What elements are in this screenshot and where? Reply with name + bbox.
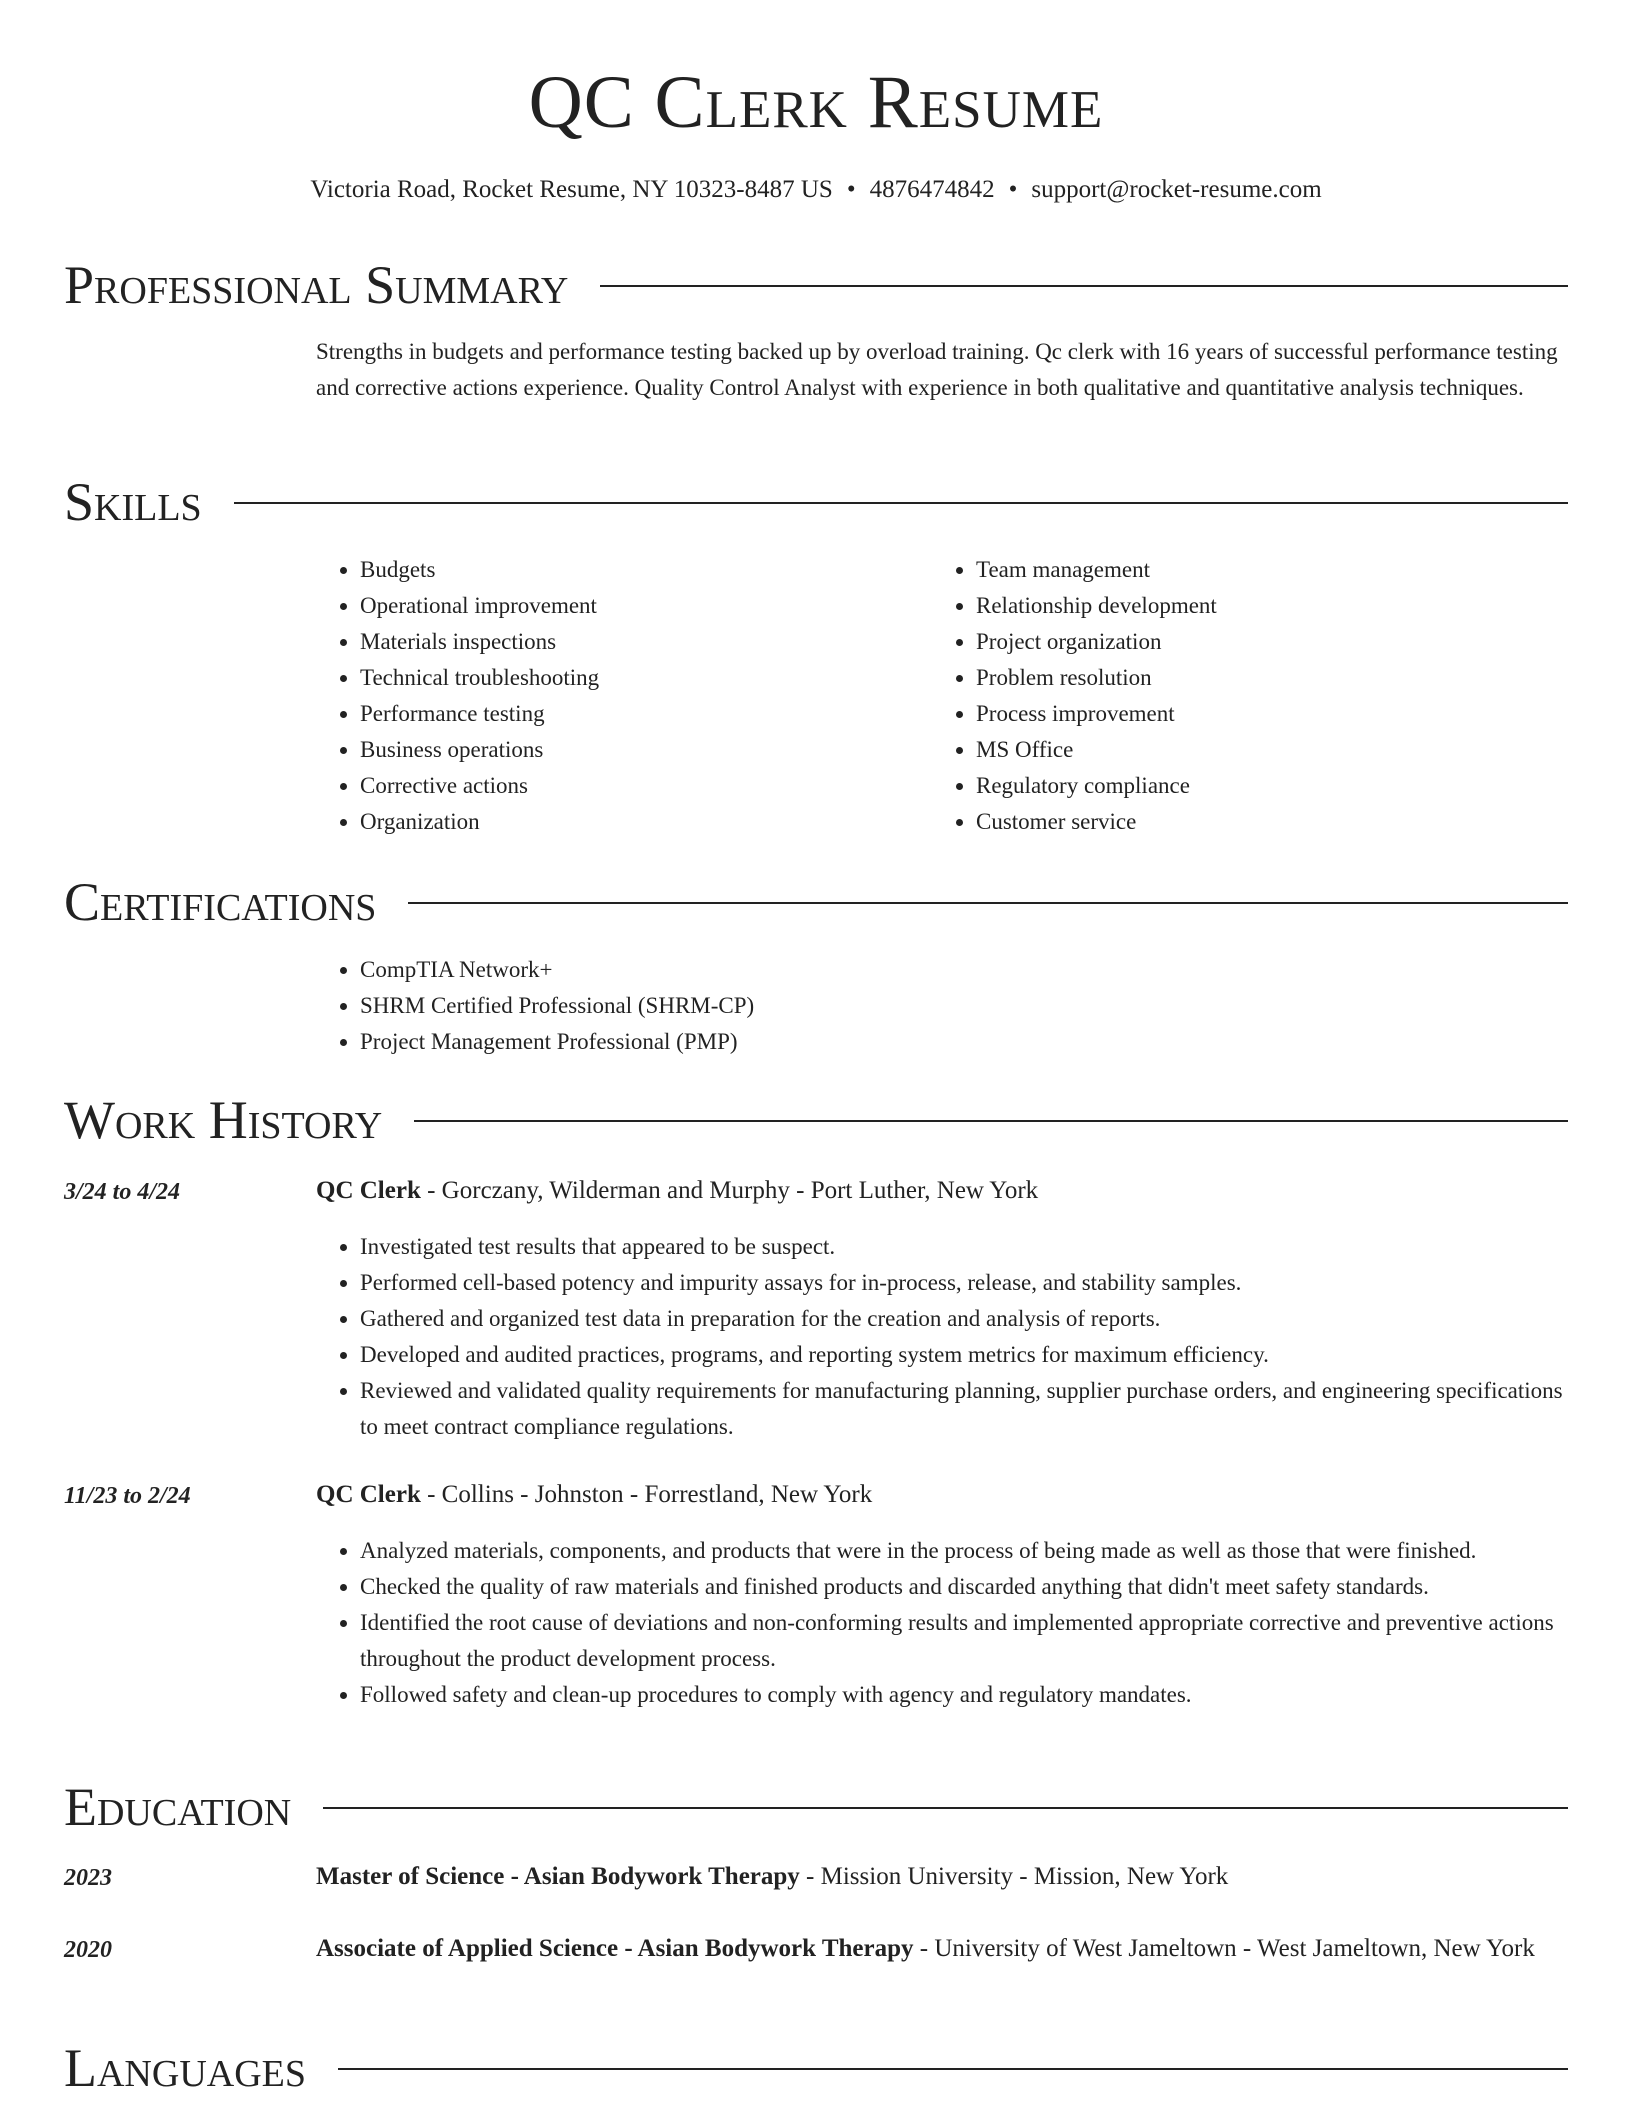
section-heading: Education xyxy=(64,1777,292,1837)
education-school: - Mission University - Mission, New York xyxy=(799,1863,1229,1890)
contact-phone: 4876474842 xyxy=(869,176,995,203)
education-entry xyxy=(316,1858,1578,1896)
skill-item: • Project organization xyxy=(976,624,1492,660)
section-heading: Languages xyxy=(64,2038,306,2098)
section-divider xyxy=(323,1807,1568,1809)
certification-item: • CompTIA Network+ xyxy=(360,952,1576,988)
skill-item: • Business operations xyxy=(360,732,876,768)
skill-item: • Team management xyxy=(976,552,1492,588)
section-divider xyxy=(234,502,1568,504)
job-heading xyxy=(316,1172,1578,1210)
section-education xyxy=(64,1775,1568,1839)
education-year: 2020 xyxy=(64,1937,112,1963)
section-divider xyxy=(600,285,1568,287)
job-bullet: • Investigated test results that appeared to be suspect. xyxy=(360,1229,1576,1265)
job-bullet: • Performed cell-based potency and impurity assays for in-process, release, and stability samples. xyxy=(360,1265,1576,1301)
job-duties xyxy=(316,1533,1576,1713)
section-divider xyxy=(408,902,1568,904)
section-certifications xyxy=(64,870,1568,934)
job-bullets xyxy=(316,1533,1576,1713)
job-bullet: • Gathered and organized test data in preparation for the creation and analysis of reports. xyxy=(360,1301,1576,1337)
skill-item: • Technical troubleshooting xyxy=(360,660,876,696)
job-bullet: • Analyzed materials, components, and products that were in the process of being made as well as those that were finished. xyxy=(360,1533,1576,1569)
job-bullet: • Developed and audited practices, programs, and reporting system metrics for maximum efficiency. xyxy=(360,1337,1576,1373)
skill-item: • Corrective actions xyxy=(360,768,876,804)
certification-item: • Project Management Professional (PMP) xyxy=(360,1024,1576,1060)
job-title: QC Clerk xyxy=(316,1481,421,1508)
section-heading: Work History xyxy=(64,1090,383,1150)
section-skills xyxy=(64,470,1568,534)
skill-item: • Process improvement xyxy=(976,696,1492,732)
skills-list xyxy=(316,552,876,840)
job-bullet: • Identified the root cause of deviations and non-conforming results and implemented appropriate corrective and preventive actions throughout the product development process. xyxy=(360,1605,1576,1677)
job-employer: - Collins - Johnston - Forrestland, New York xyxy=(420,1481,873,1508)
contact-separator: • xyxy=(1008,176,1018,203)
section-heading: Skills xyxy=(64,472,202,532)
job-dates: 11/23 to 2/24 xyxy=(64,1483,191,1509)
contact-separator: • xyxy=(846,176,856,203)
section-divider xyxy=(414,1120,1568,1122)
education-school: - University of West Jameltown - West Jameltown, New York xyxy=(913,1935,1535,1962)
job-bullet: • Reviewed and validated quality requirements for manufacturing planning, supplier purchase orders, and engineering specifications to meet contract compliance regulations. xyxy=(360,1373,1576,1445)
section-professional-summary xyxy=(64,253,1568,317)
skills-left-column xyxy=(316,552,876,840)
job-dates: 3/24 to 4/24 xyxy=(64,1179,181,1205)
contact-email[interactable]: support@rocket-resume.com xyxy=(1031,176,1322,203)
job-duties xyxy=(316,1229,1576,1445)
resume-title: QC Clerk Resume xyxy=(528,61,1104,144)
skills-list xyxy=(932,552,1492,840)
skill-item: • Budgets xyxy=(360,552,876,588)
job-bullet: • Followed safety and clean-up procedures to comply with agency and regulatory mandates. xyxy=(360,1677,1576,1713)
section-work-history xyxy=(64,1088,1568,1152)
education-degree: Master of Science - Asian Bodywork Therapy xyxy=(316,1863,800,1890)
section-heading: Professional Summary xyxy=(64,255,569,315)
skill-item: • Regulatory compliance xyxy=(976,768,1492,804)
skill-item: • Problem resolution xyxy=(976,660,1492,696)
contact-line xyxy=(0,174,1632,206)
education-entry xyxy=(316,1930,1578,1968)
skill-item: • Customer service xyxy=(976,804,1492,840)
section-heading: Certifications xyxy=(64,872,377,932)
section-divider xyxy=(338,2068,1568,2070)
skill-item: • Materials inspections xyxy=(360,624,876,660)
skill-item: • MS Office xyxy=(976,732,1492,768)
skills-right-column xyxy=(932,552,1492,840)
education-degree: Associate of Applied Science - Asian Bodywork Therapy xyxy=(316,1935,914,1962)
job-employer: - Gorczany, Wilderman and Murphy - Port Luther, New York xyxy=(420,1177,1039,1204)
summary-text: Strengths in budgets and performance testing backed up by overload training. Qc clerk with 16 years of successful performance testing and corrective actions experience. Quality Control Analyst with experience in both qualitative and quantitative analysis techniques. xyxy=(316,339,1558,400)
education-year: 2023 xyxy=(64,1865,112,1891)
skill-item: • Operational improvement xyxy=(360,588,876,624)
certifications-list xyxy=(316,952,1576,1060)
contact-address: Victoria Road, Rocket Resume, NY 10323-8487 US xyxy=(310,176,833,203)
certifications-block xyxy=(316,952,1576,1060)
skill-item: • Relationship development xyxy=(976,588,1492,624)
skill-item: • Organization xyxy=(360,804,876,840)
skill-item: • Performance testing xyxy=(360,696,876,732)
section-languages xyxy=(64,2036,1568,2100)
certification-item: • SHRM Certified Professional (SHRM-CP) xyxy=(360,988,1576,1024)
job-heading xyxy=(316,1476,1578,1514)
job-bullets xyxy=(316,1229,1576,1445)
job-title: QC Clerk xyxy=(316,1177,421,1204)
job-bullet: • Checked the quality of raw materials and finished products and discarded anything that didn't meet safety standards. xyxy=(360,1569,1576,1605)
